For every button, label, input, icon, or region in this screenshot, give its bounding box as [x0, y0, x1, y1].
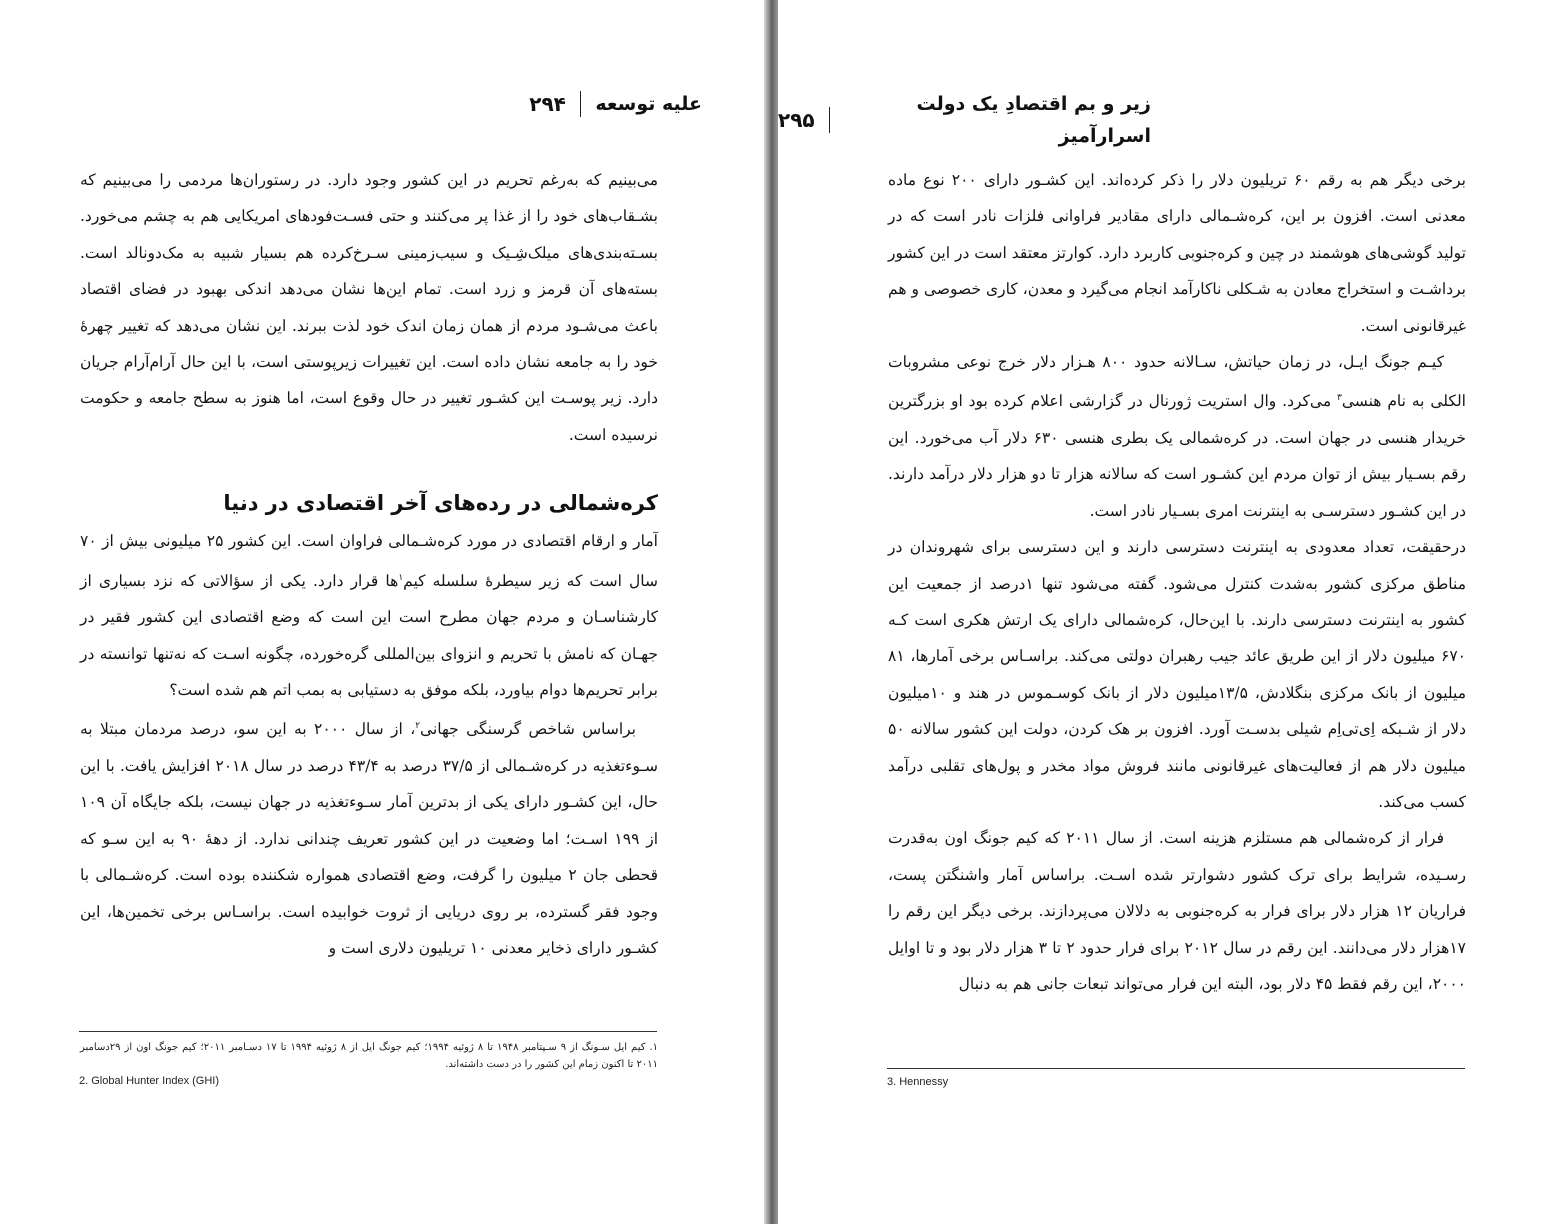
- running-title: زیر و بم اقتصادِ یک دولت اسرارآمیز: [916, 93, 1151, 147]
- paragraph-text: کیـم جونگ ایـل، در زمان حیاتش، سـالانه حدود ۸۰۰ هـزار دلار خرج نوعی مشروبات الکلی به نام هنسی: [888, 353, 1466, 411]
- footnote: ۱. کیم ایل سـونگ از ۹ سـپتامبر ۱۹۴۸ تا ۸ ژوئیه ۱۹۹۴؛ کیم جونگ ایل از ۸ ژوئیه ۱۹۹۴ تا ۱۷ دسـامبر ۲۰۱۱؛ کیم جونگ اون از ۲۹دسامبر ۲۰۱۱ تا اکنون زمام این کشور را در دست داشته‌اند.: [80, 1042, 659, 1070]
- running-title: علیه توسعه: [595, 93, 702, 115]
- header-separator: [580, 91, 582, 117]
- left-page-body: [80, 162, 658, 966]
- paragraph: [888, 344, 1466, 529]
- section-title: کره‌شمالی در رده‌های آخر اقتصادی در دنیا: [223, 491, 658, 516]
- paragraph: می‌بینیم که به‌رغم تحریم در این کشور وجود دارد. در رستوران‌ها مردمی را می‌بینیم که بشـقاب‌های خود را از غذا پر می‌کنند و حتی فسـت‌فودهای امریکایی هم به چشم می‌خورد. بسـته‌بندی‌های میلک‌شِـیک و سیب‌زمینی سـرخ‌کرده هم بسیار شبیه به مک‌دونالد است. بسته‌های آن قرمز و زرد است. تمام این‌ها نشان می‌دهد اندکی بهبود در فضای اقتصاد باعث می‌شـود مردم از همان زمان اندک خود لذت ببرند. این نشان می‌دهد که تغییر چهرۀ خود را به جامعه نشان داده است. این تغییرات زیرپوستی است، با این حال آرام‌آرام جریان دارد. زیر پوسـت این کشـور تغییر در حال وقوع است، اما هنوز به سطح جامعه و حکومت نرسیده است.: [80, 171, 658, 444]
- footnote-rule: [887, 1068, 1465, 1069]
- book-gutter: [764, 0, 778, 1224]
- footnote-latin: 2. Global Hunter Index (GHI): [79, 1075, 220, 1087]
- footnote-marker[interactable]: ۳: [1337, 393, 1342, 404]
- paragraph: [80, 708, 658, 966]
- footnote-rule: [79, 1031, 657, 1032]
- right-page: [778, 0, 1543, 1224]
- footnote-latin: 3. Hennessy: [887, 1076, 949, 1088]
- right-page-body: [888, 162, 1466, 1003]
- footnote-marker[interactable]: ۱: [398, 572, 404, 583]
- header-separator: [829, 107, 830, 133]
- paragraph-text: می‌کرد. وال استریت ژورنال در گزارشی اعلام کرده بود او بزرگترین خریدار هنسی در جهان است. در کره‌شمالی یک بطری هنسی ۶۳۰ دلار آب می‌خورد. این رقم بسـیار بیش از توان مردم این کشـور است که سالانه هزار تا دو هزار دلار درآمد دارند. در این کشـور دسترسـی به اینترنت امری بسـیار نادر است.: [888, 392, 1466, 520]
- paragraph: [80, 523, 658, 708]
- paragraph-text: براساس شاخص گرسنگی جهانی: [420, 720, 636, 739]
- page-number: ۲۹۴: [529, 92, 566, 116]
- paragraph-text: ‌ها قرار دارد. یکی از سؤالاتی که نزد بسیاری از کارشناسـان و مردم جهان مطرح است این است که وضع اقتصادی این کشور فقیر در جهـان که نامش با تحریم و انزوای بین‌المللی گره‌خورده، چگونه اسـت که نه‌تنها توانسته در برابر تحریم‌ها دوام بیاورد، بلکه موفق به دستیابی به بمب اتم هم شده است؟: [80, 571, 658, 700]
- paragraph-text: آمار و ارقام اقتصادی در مورد کره‌شـمالی فراوان است. این کشور ۲۵ میلیونی بیش از ۷۰ سال است که زیر سیطرۀ سلسله کیم: [80, 532, 658, 590]
- paragraph: درحقیقت، تعداد معدودی به اینترنت دسترسی دارند و این دسترسی برای شهروندان در مناطق مرکزی کشور به‌شدت کنترل می‌شود. گفته می‌شود تنها ۱درصد از جمعیت این کشور به اینترنت دسترسی دارند. با این‌حال، کره‌شمالی دارای یک ارتش هکری است کـه ۶۷۰ میلیون دلار از این طریق عائد جیب رهبران دولتی می‌کند. براسـاس برخی آمارها، ۸۱ میلیون از بانک مرکزی بنگلادش، ۱۳/۵میلیون دلار از بانک کوسـموس در هند و ۱۰میلیون دلار از شـبکه اِی‌تی‌اِم شیلی بدسـت آورد. افزون بر هک کردن، دولت این کشور سالانه ۵۰ میلیون دلار هم از فعالیت‌های غیرقانونی مانند فروش مواد مخدر و پول‌های تقلبی درآمد کسب می‌کند.: [888, 538, 1466, 812]
- page-number: ۲۹۵: [778, 108, 815, 132]
- paragraph: فرار از کره‌شمالی هم مستلزم هزینه است. از سال ۲۰۱۱ که کیم جونگ اون به‌قدرت رسـیده، شرایط برای ترک کشور دشوارتر شده اسـت. براساس آمار واشنگتن پست، فراریان ۱۲ هزار دلار برای فرار به کره‌جنوبی به دلالان می‌پردازند. برخی دیگر این رقم را ۱۷هزار دلار می‌دانند. این رقم در سال ۲۰۱۲ برای فرار حدود ۲ تا ۳ هزار دلار بود و تا اوایل ۲۰۰۰، این رقم فقط ۴۵ دلار بود، البته این فرار می‌تواند تبعات جانی هم به دنبال: [888, 829, 1466, 994]
- paragraph: برخی دیگر هم به رقم ۶۰ تریلیون دلار را ذکر کرده‌اند. این کشـور دارای ۲۰۰ نوع ماده معدنی است. افزون بر این، کره‌شـمالی دارای مقادیر فراوانی فلزات نادر است که در تولید گوشی‌های هوشمند در چین و کره‌جنوبی کاربرد دارد. کوارتز معتقد است در این کشور برداشـت و استخراج معادن به شـکلی ناکارآمد انجام می‌گیرد و معدن، کاری خصوصی و هم غیرقانونی است.: [888, 171, 1466, 335]
- left-page-header: [529, 88, 702, 120]
- paragraph-text: ، از سال ۲۰۰۰ به این سو، درصد مردمان مبتلا به سـوء‌تغذیه در کره‌شـمالی از ۳۷/۵ درصد به ۴۳/۴ درصد در سال ۲۰۱۸ افزایش یافت. با این حال، این کشـور دارای یکی از بدترین آمار سـوء‌تغذیه در جهان نیست، بلکه جایگاه آن ۱۰۹ از ۱۹۹ اسـت؛ اما وضعیت در این کشور تعریف چندانی ندارد. از دهۀ ۹۰ به این سـو که قحطی جان ۲ میلیون را گرفت، وضع اقتصادی همواره شکننده بوده است. کره‌شـمالی با وجود فقر گسترده، بر روی دریایی از ثروت خوابیده است. براسـاس برخی تخمین‌ها، این کشـور دارای ذخایر معدنی ۱۰ تریلیون دلاری است و: [80, 720, 658, 958]
- footnote-marker[interactable]: ۲: [415, 721, 421, 732]
- left-page: [0, 0, 764, 1224]
- right-page-header: [778, 88, 1151, 152]
